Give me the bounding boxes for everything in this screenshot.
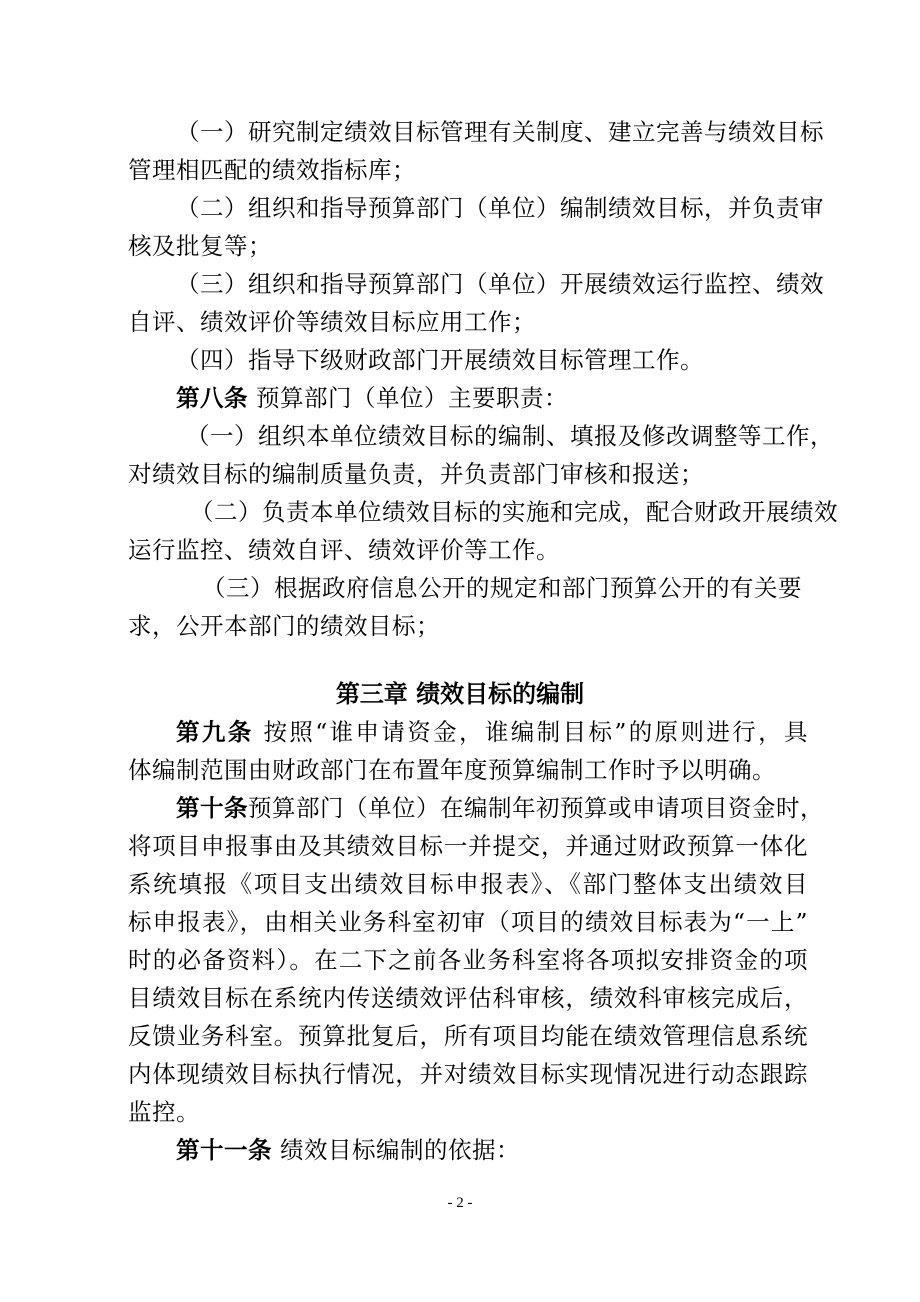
article-label: 第八条 bbox=[176, 384, 248, 412]
paragraph-line: 自评、绩效评价等绩效目标应用工作； bbox=[128, 308, 536, 336]
paragraph-line: 核及批复等； bbox=[128, 232, 272, 260]
article-text: 预算部门（单位）主要职责： bbox=[248, 384, 568, 412]
article-text: 预算部门（单位）在编制年初预算或申请项目资金时， bbox=[248, 794, 824, 822]
chapter-title: 第三章 绩效目标的编制 bbox=[335, 679, 585, 708]
paragraph-line: 内体现绩效目标执行情况，并对绩效目标实现情况进行动态跟踪 bbox=[128, 1060, 808, 1088]
paragraph-line: （二）组织和指导预算部门（单位）编制绩效目标，并负责审 bbox=[176, 194, 824, 222]
paragraph-line: （一）研究制定绩效目标管理有关制度、建立完善与绩效目标 bbox=[176, 118, 824, 146]
paragraph-line: 求，公开本部门的绩效目标； bbox=[128, 612, 440, 640]
paragraph-line: （三）根据政府信息公开的规定和部门预算公开的有关要 bbox=[202, 574, 802, 602]
article-text: 绩效目标编制的依据： bbox=[272, 1136, 520, 1164]
paragraph-line: 对绩效目标的编制质量负责，并负责部门审核和报送； bbox=[128, 460, 704, 488]
article-10-line bbox=[176, 793, 824, 823]
paragraph-line: 反馈业务科室。预算批复后，所有项目均能在绩效管理信息系统 bbox=[128, 1022, 808, 1050]
article-label: 第十条 bbox=[176, 794, 248, 822]
paragraph-line: 体编制范围由财政部门在布置年度预算编制工作时予以明确。 bbox=[128, 756, 776, 784]
article-9-line bbox=[176, 717, 808, 747]
paragraph-line: 运行监控、绩效自评、绩效评价等工作。 bbox=[128, 536, 560, 564]
article-8-heading bbox=[176, 383, 856, 413]
paragraph-line: 标申报表》，由相关业务科室初审（项目的绩效目标表为“一上” bbox=[128, 908, 808, 936]
article-label: 第十一条 bbox=[176, 1136, 272, 1164]
paragraph-line: 将项目申报事由及其绩效目标一并提交，并通过财政预算一体化 bbox=[128, 832, 808, 860]
paragraph-line: （四）指导下级财政部门开展绩效目标管理工作。 bbox=[176, 346, 704, 374]
paragraph-line: 监控。 bbox=[128, 1098, 200, 1126]
paragraph-line: （三）组织和指导预算部门（单位）开展绩效运行监控、绩效 bbox=[176, 270, 824, 298]
paragraph-line: （二）负责本单位绩效目标的实施和完成，配合财政开展绩效 bbox=[190, 498, 838, 526]
paragraph-line: （一）组织本单位绩效目标的编制、填报及修改调整等工作， bbox=[186, 422, 834, 450]
paragraph-line: 目绩效目标在系统内传送绩效评估科审核，绩效科审核完成后， bbox=[128, 984, 808, 1012]
paragraph-line: 管理相匹配的绩效指标库； bbox=[128, 156, 416, 184]
paragraph-line: 时的必备资料）。在二下之前各业务科室将各项拟安排资金的项 bbox=[128, 946, 808, 974]
article-11-line bbox=[176, 1135, 856, 1165]
page-number: - 2 - bbox=[447, 1195, 473, 1211]
paragraph-line: 系统填报《项目支出绩效目标申报表》、《部门整体支出绩效目 bbox=[128, 870, 808, 898]
article-text: 按照“谁申请资金，谁编制目标”的原则进行，具 bbox=[253, 718, 808, 746]
article-label: 第九条 bbox=[176, 718, 254, 746]
